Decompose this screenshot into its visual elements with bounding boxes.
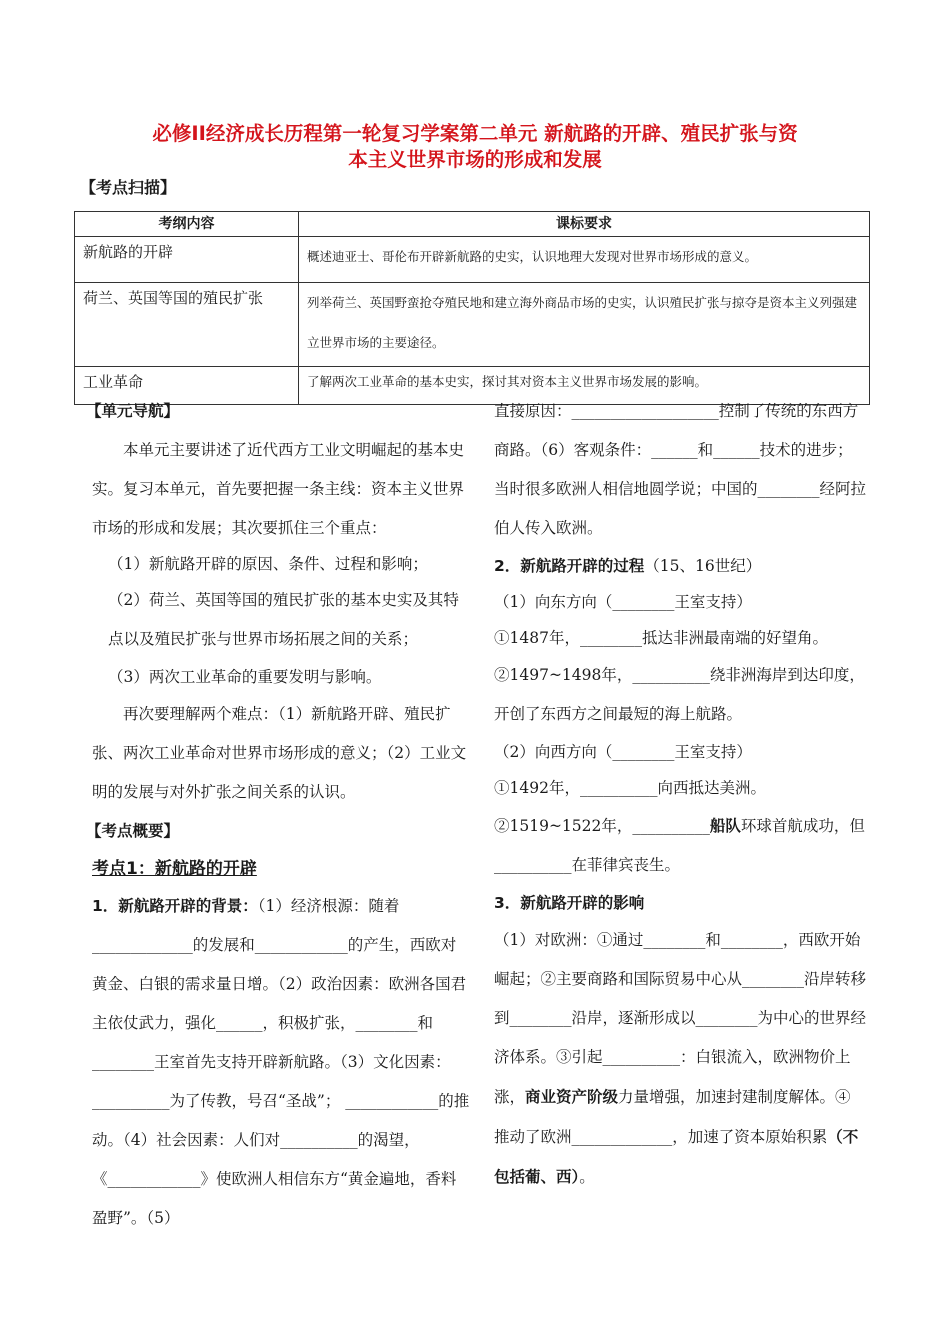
section-nav-heading: 【单元导航】 (86, 402, 180, 420)
left-column (86, 392, 470, 1238)
process-label: 2．新航路开辟的过程 (494, 557, 645, 575)
causes-continued: 直接原因：___________________控制了传统的东西方商路。（6）客观条件：______和______技术的进步；当时很多欧洲人相信地圆学说；中国的________经阿拉伯人传入欧洲。 (494, 402, 867, 537)
exclusion-note: （不包括葡、西） (494, 1127, 859, 1186)
east-item-1: ①1487年，________抵达非洲最南端的好望角。 (494, 629, 828, 647)
impact-label: 3．新航路开辟的影响 (494, 894, 645, 912)
table-cell-topic: 工业革命 (75, 367, 299, 405)
difficulty-paragraph: 再次要理解两个难点：（1）新航路开辟、殖民扩张、两次工业革命对世界市场形成的意义；（2）工业文明的发展与对外扩张之间关系的认识。 (92, 705, 467, 801)
impact-text-1: （1）对欧洲：①通过________和________，西欧开始崛起；②主要商路和国际贸易中心从________沿岸转移到________沿岸，逐渐形成以________为中心的世界经济体系。③引起__________：白银流入，欧洲物价上涨， (494, 931, 867, 1106)
background-paragraph (92, 887, 470, 1238)
west-route-heading: （2）向西方向（________王室支持） (494, 743, 752, 761)
table-cell-topic: 新航路的开辟 (75, 237, 299, 283)
table-cell-requirement: 列举荷兰、英国野蛮抢夺殖民地和建立海外商品市场的史实，认识殖民扩张与掠夺是资本主义列强建立世界市场的主要途径。 (299, 283, 870, 367)
east-route-heading: （1）向东方向（________王室支持） (494, 593, 752, 611)
section-summary-heading: 【考点概要】 (86, 822, 180, 840)
page-title-line2: 本主义世界市场的形成和发展 (348, 148, 602, 171)
intro-paragraph: 本单元主要讲述了近代西方工业文明崛起的基本史实。复习本单元，首先要把握一条主线：资本主义世界市场的形成和发展；其次要抓住三个重点： (92, 441, 465, 537)
process-time: （15、16世纪） (644, 557, 762, 575)
syllabus-table (74, 211, 870, 405)
focus-item-1: （1）新航路开辟的原因、条件、过程和影响； (108, 555, 428, 573)
process-heading (494, 548, 866, 584)
page-title-line1: 必修II经济成长历程第一轮复习学案第二单元 新航路的开辟、殖民扩张与资 (152, 122, 798, 145)
table-cell-requirement: 概述迪亚士、哥伦布开辟新航路的史实，认识地理大发现对世界市场形成的意义。 (299, 237, 870, 283)
table-cell-topic: 荷兰、英国等国的殖民扩张 (75, 283, 299, 367)
section-scan-heading: 【考点扫描】 (80, 178, 177, 197)
east-item-2: ②1497~1498年，__________绕非洲海岸到达印度，开创了东西方之间最短的海上航路。 (494, 666, 865, 723)
focus-item-2: （2）荷兰、英国等国的殖民扩张的基本史实及其特点以及殖民扩张与世界市场拓展之间的关系； (108, 591, 459, 648)
table-row (75, 237, 870, 283)
fleet-emphasis: 船队 (709, 816, 741, 835)
west-item-1: ①1492年，__________向西抵达美洲。 (494, 779, 766, 797)
focus-item-3: （3）两次工业革命的重要发明与影响。 (108, 668, 382, 686)
right-column (494, 392, 866, 1197)
impact-text-end: 。 (579, 1168, 595, 1186)
west-item-2 (494, 806, 866, 885)
impact-heading (494, 885, 866, 921)
table-header-topic: 考纲内容 (75, 212, 299, 237)
page-title (60, 121, 890, 173)
merchant-class-emphasis: 商业资产阶级 (525, 1087, 619, 1106)
table-header-requirement: 课标要求 (299, 212, 870, 237)
table-cell-requirement: 了解两次工业革命的基本史实，探讨其对资本主义世界市场发展的影响。 (299, 367, 870, 405)
impact-paragraph (494, 921, 866, 1197)
west-item-2-end: 环球首航成功，但__________在菲律宾丧生。 (494, 817, 865, 874)
table-row (75, 283, 870, 367)
background-label: 1．新航路开辟的背景： (92, 897, 258, 915)
background-text: （1）经济根源：随着_____________的发展和____________的产生，西欧对黄金、白银的需求量日增。（2）政治因素：欧洲各国君主依仗武力，强化______，积极扩张，________和________王室首先支持开辟新航路。（3）文化因素：__________为了传教，号召“圣战”； ____________的推动。（4）社会因素：人们对__________的渴望，《____________》使欧洲人相信东方“黄金遍地，香料盈野”。（5） (92, 897, 470, 1227)
west-item-2-start: ②1519~1522年，__________ (494, 817, 710, 835)
table-header-row (75, 212, 870, 237)
impact-text-2: 力量增强，加速封建制度解体。④推动了欧洲_____________，加速了资本原始积累 (494, 1088, 851, 1146)
point1-heading: 考点1：新航路的开辟 (92, 859, 257, 879)
